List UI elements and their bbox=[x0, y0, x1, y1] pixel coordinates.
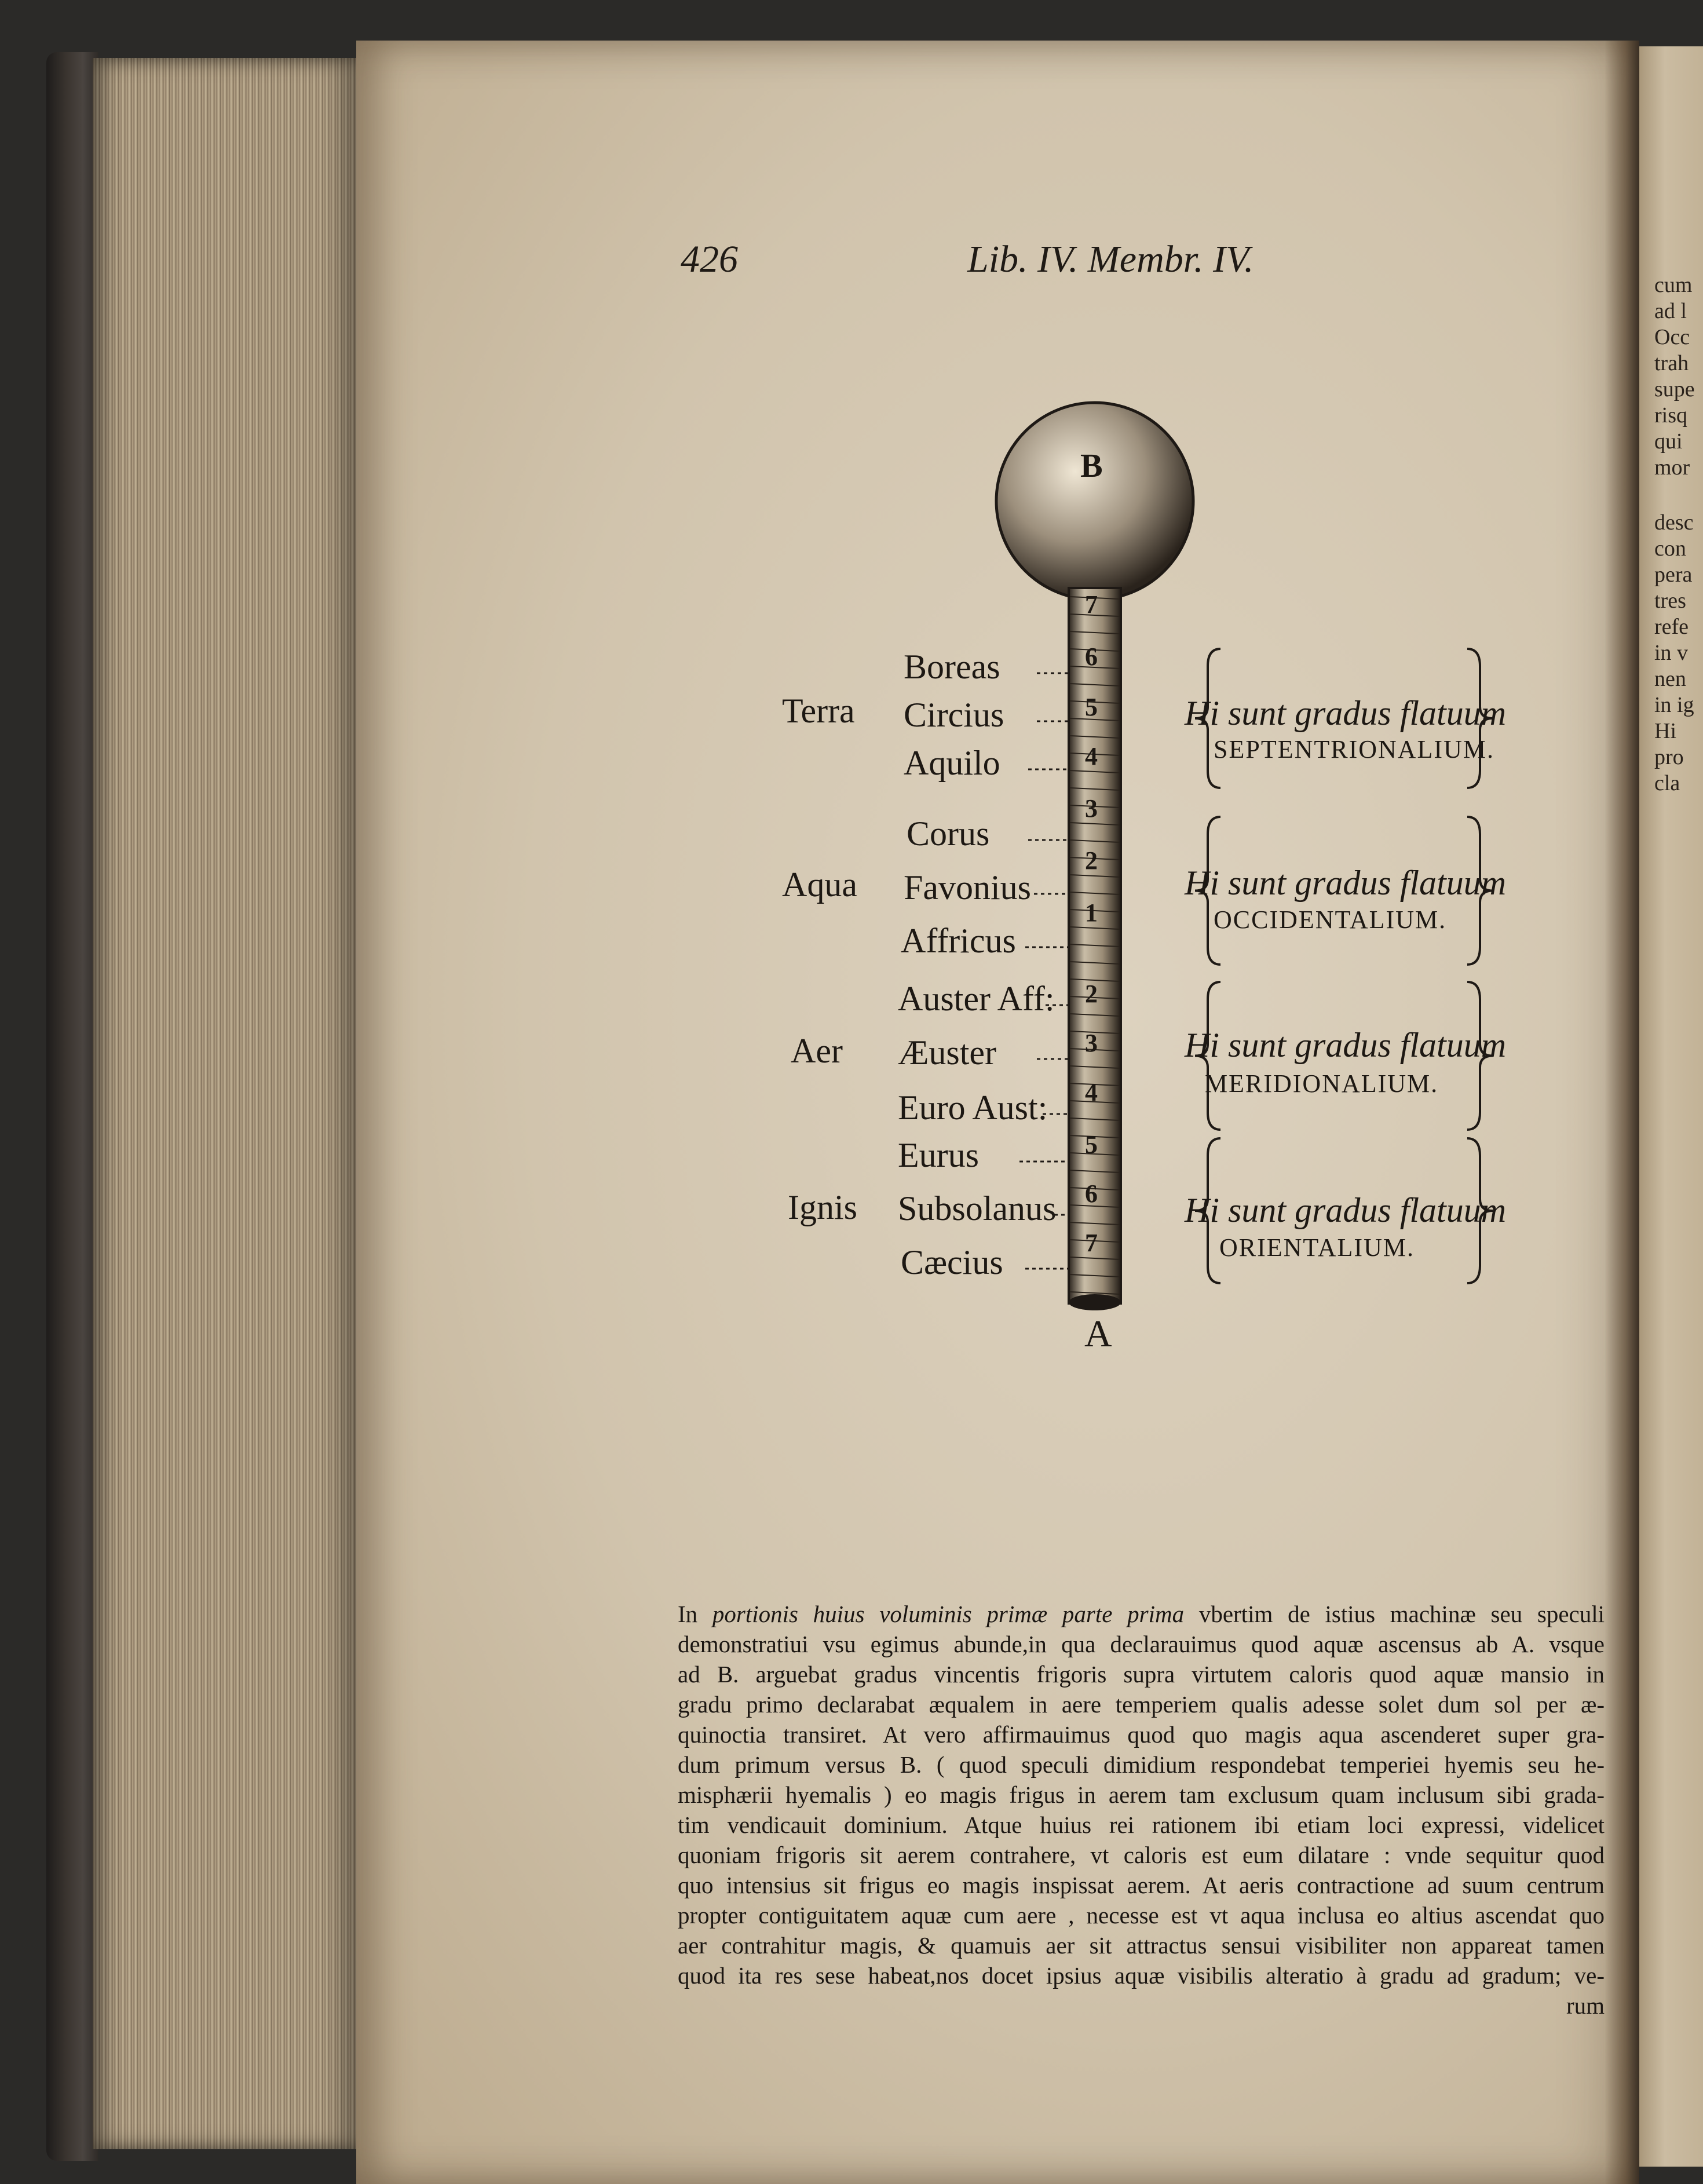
element-aqua: Aqua bbox=[782, 865, 857, 904]
caption-meridionalium-2: MERIDIONALIUM. bbox=[1205, 1069, 1439, 1098]
gutter-shadow bbox=[1605, 41, 1639, 2184]
next-page-fragment: in ig bbox=[1654, 693, 1694, 717]
next-page-fragment: nen bbox=[1654, 667, 1686, 691]
page-number: 426 bbox=[681, 238, 738, 280]
element-ignis: Ignis bbox=[788, 1188, 857, 1226]
body-line: misphærii hyemalis ) eo magis frigus in aerem tam exclusum quam inclusum sibi grada- bbox=[678, 1781, 1605, 1808]
body-line: quinoctia transiret. At vero affirmauimus quod quo magis aqua ascenderet super gra- bbox=[678, 1721, 1605, 1748]
wind-eurus: Eurus bbox=[898, 1136, 979, 1174]
body-line: quoniam frigoris sit aerem contrahere, vt caloris est eum dilatare : vnde sequitur quod bbox=[678, 1842, 1605, 1868]
element-terra: Terra bbox=[782, 692, 855, 730]
wind-corus: Corus bbox=[907, 815, 990, 853]
body-line: gradu primo declarabat æqualem in aere temperiem qualis adesse solet dum sol per æ- bbox=[678, 1691, 1605, 1718]
right-page-edge bbox=[1639, 46, 1703, 2167]
wind-caecius: Cæcius bbox=[901, 1243, 1003, 1281]
next-page-fragment: pro bbox=[1654, 745, 1684, 769]
next-page-fragment: tres bbox=[1654, 589, 1686, 613]
caption-occidentalium-2: OCCIDENTALIUM. bbox=[1214, 905, 1447, 934]
scale-numeral: 1 bbox=[1085, 899, 1098, 927]
next-page-fragment: refe bbox=[1654, 615, 1689, 639]
body-line: ad B. arguebat gradus vincentis frigoris supra virtutem caloris quod aquæ mansio in bbox=[678, 1661, 1605, 1688]
next-page-fragment: risq bbox=[1654, 403, 1687, 428]
caption-septentrionalium-1: Hi sunt gradus flatuum bbox=[1185, 694, 1507, 732]
scale-numeral: 2 bbox=[1085, 846, 1098, 875]
element-aer: Aer bbox=[791, 1032, 843, 1070]
next-page-fragment: cla bbox=[1654, 771, 1680, 795]
wind-euro-aust: Euro Aust: bbox=[898, 1089, 1048, 1127]
next-page-fragment: cum bbox=[1654, 273, 1693, 297]
body-lines bbox=[678, 1629, 1605, 1991]
scale-numeral: 7 bbox=[1085, 590, 1098, 619]
wind-subsolanus: Subsolanus bbox=[898, 1189, 1057, 1228]
letter-a: A bbox=[1084, 1313, 1112, 1355]
next-page-fragment: in v bbox=[1654, 641, 1689, 665]
next-page-fragment: qui bbox=[1654, 429, 1683, 454]
scale-numeral: 3 bbox=[1085, 1029, 1098, 1057]
caption-orientalium-1: Hi sunt gradus flatuum bbox=[1185, 1191, 1507, 1229]
body-line: tim vendicauit dominium. Atque huius rei rationem ibi etiam loci expressi, videlicet bbox=[678, 1812, 1605, 1838]
caption-orientalium-2: ORIENTALIUM. bbox=[1219, 1233, 1415, 1262]
wind-affricus: Affricus bbox=[901, 922, 1016, 960]
scale-numeral: 7 bbox=[1085, 1229, 1098, 1257]
body-line: propter contiguitatem aquæ cum aere , necesse est vt aqua inclusa eo altius ascendat quo bbox=[678, 1902, 1605, 1929]
scale-numeral: 4 bbox=[1085, 1078, 1098, 1106]
bulb bbox=[996, 403, 1193, 600]
page-block-edges bbox=[93, 58, 359, 2149]
caption-septentrionalium-2: SEPTENTRIONALIUM. bbox=[1214, 735, 1494, 764]
caption-occidentalium-1: Hi sunt gradus flatuum bbox=[1185, 864, 1507, 902]
tube-end bbox=[1069, 1294, 1121, 1310]
scale-numeral: 6 bbox=[1085, 1179, 1098, 1208]
wind-circius: Circius bbox=[904, 696, 1004, 734]
scale-numeral: 6 bbox=[1085, 642, 1098, 671]
running-header: Lib. IV. Membr. IV. bbox=[967, 238, 1254, 280]
next-page-fragment: ad l bbox=[1654, 299, 1687, 323]
body-line: aer contrahitur magis, & quamuis aer sit attractus sensui visibiliter non appareat tamen bbox=[678, 1932, 1605, 1959]
wind-boreas: Boreas bbox=[904, 648, 1000, 686]
next-page-fragment: Occ bbox=[1654, 325, 1690, 349]
next-page-fragment: desc bbox=[1654, 510, 1694, 535]
scale-numeral: 5 bbox=[1085, 693, 1098, 721]
left-page bbox=[356, 41, 1639, 2184]
letter-b: B bbox=[1080, 447, 1103, 484]
book bbox=[35, 41, 1695, 2161]
body-line: dum primum versus B. ( quod speculi dimidium respondebat temperiei hyemis seu he- bbox=[678, 1751, 1605, 1778]
body-line: quo intensius sit frigus eo magis inspissat aerem. At aeris contractione ad suum centrum bbox=[678, 1872, 1605, 1898]
next-page-fragment: pera bbox=[1654, 563, 1693, 587]
caption-meridionalium-1: Hi sunt gradus flatuum bbox=[1185, 1026, 1507, 1064]
wind-auster-aff: Auster Aff: bbox=[898, 980, 1055, 1018]
leader-lines bbox=[1019, 673, 1070, 1269]
scale-numeral: 5 bbox=[1085, 1130, 1098, 1159]
italic-lead: portionis huius voluminis primæ parte prima bbox=[712, 1601, 1185, 1627]
next-page-fragment: supe bbox=[1654, 377, 1695, 401]
next-page-fragment: Hi bbox=[1654, 719, 1676, 743]
next-page-fragment: mor bbox=[1654, 455, 1690, 480]
book-cover-edge bbox=[46, 52, 98, 2161]
scale-numeral: 4 bbox=[1085, 742, 1098, 770]
scale-numeral: 3 bbox=[1085, 794, 1098, 823]
body-text bbox=[678, 1599, 1605, 2021]
wind-auster: Æuster bbox=[898, 1033, 996, 1072]
body-line: quod ita res sese habeat,nos docet ipsius aquæ visibilis alteratio à gradu ad gradum; ve- bbox=[678, 1962, 1605, 1989]
body-line: demonstratiui vsu egimus abunde,in qua declarauimus quod aquæ ascensus ab A. vsque bbox=[678, 1631, 1605, 1657]
wind-aquilo: Aquilo bbox=[904, 744, 1000, 782]
catchword: rum bbox=[1566, 1992, 1605, 2019]
lead-word: In bbox=[678, 1601, 698, 1627]
next-page-fragment: con bbox=[1654, 536, 1686, 561]
scale-numeral: 2 bbox=[1085, 980, 1098, 1008]
line1-rest: vbertim de istius machinæ seu speculi bbox=[1198, 1601, 1605, 1627]
wind-favonius: Favonius bbox=[904, 868, 1032, 907]
body-line-1 bbox=[678, 1599, 1605, 1629]
next-page-fragment: trah bbox=[1654, 351, 1689, 375]
